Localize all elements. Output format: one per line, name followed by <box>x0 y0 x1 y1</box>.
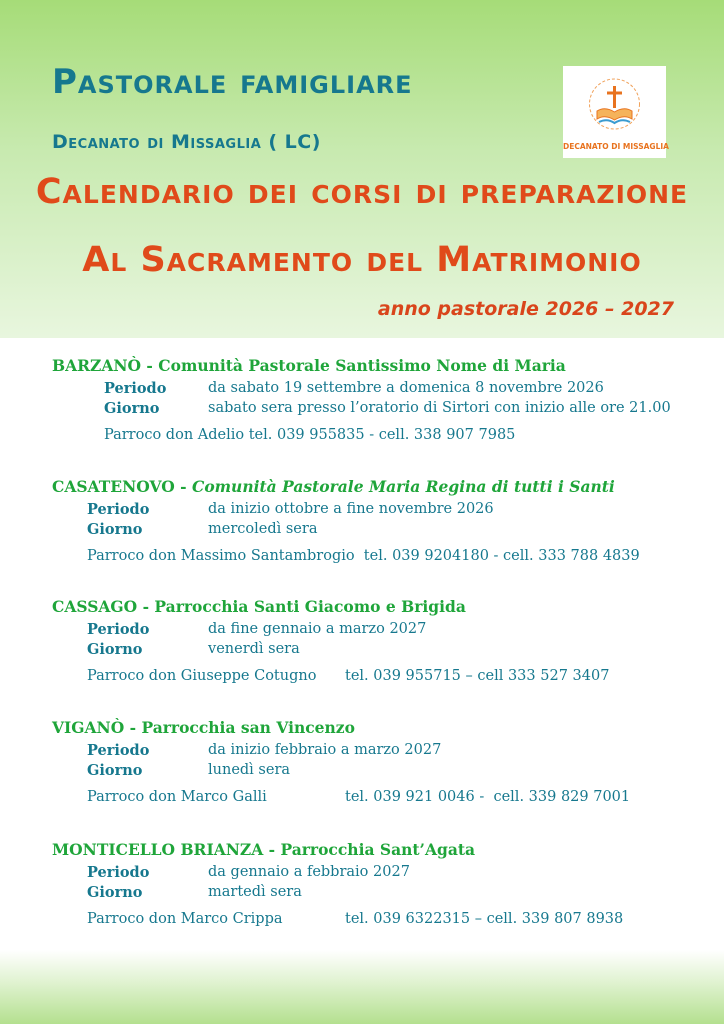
priest-contact: Parroco don Massimo Santambrogio tel. 039 9204180 - cell. 333 788 4839 <box>87 548 640 564</box>
course-title <box>52 597 466 616</box>
decanato-logo <box>563 66 669 158</box>
course-town: BARZANÒ <box>52 356 142 375</box>
course-title <box>52 356 566 375</box>
day-value: venerdì sera <box>208 641 300 657</box>
period-value: da inizio ottobre a fine novembre 2026 <box>208 501 494 517</box>
course-parish: Comunità Pastorale Santissimo Nome di Maria <box>158 356 566 375</box>
course-town: VIGANÒ <box>52 718 125 737</box>
day-label: Giorno <box>104 400 160 417</box>
footer-background <box>0 950 724 1024</box>
title-separator: - <box>263 840 281 859</box>
course-title <box>52 718 355 737</box>
day-label: Giorno <box>87 762 143 779</box>
period-label: Periodo <box>87 864 150 881</box>
priest-contact: Parroco don Giuseppe Cotugno <box>87 668 317 684</box>
period-label: Periodo <box>87 501 150 518</box>
heading-line-1: Calendario dei corsi di preparazione <box>35 172 689 212</box>
priest-phones: tel. 039 921 0046 - cell. 339 829 7001 <box>345 789 631 805</box>
day-value: lunedì sera <box>208 762 291 778</box>
period-value: da inizio febbraio a marzo 2027 <box>208 742 442 758</box>
logo-label: DECANATO DI MISSAGLIA <box>563 142 669 151</box>
course-parish: Comunità Pastorale Maria Regina di tutti i Santi <box>191 477 615 496</box>
pastoral-year: anno pastorale 2026 – 2027 <box>377 298 674 320</box>
cross-book-icon <box>563 66 666 142</box>
heading-line-2: Al Sacramento del Matrimonio <box>82 240 642 280</box>
title-separator: - <box>174 477 192 496</box>
period-label: Periodo <box>104 380 167 397</box>
day-value: mercoledì sera <box>208 521 318 537</box>
priest-contact: Parroco don Marco Galli <box>87 789 267 805</box>
course-title <box>52 477 615 496</box>
header-background <box>0 0 724 338</box>
priest-phones: tel. 039 6322315 – cell. 339 807 8938 <box>345 911 624 927</box>
day-value: sabato sera presso l’oratorio di Sirtori con inizio alle ore 21.00 <box>208 400 671 416</box>
course-town: MONTICELLO BRIANZA <box>52 840 264 859</box>
title-separator: - <box>141 356 159 375</box>
course-parish: Parrocchia Sant’Agata <box>280 840 476 859</box>
period-value: da gennaio a febbraio 2027 <box>208 864 410 880</box>
course-title <box>52 840 475 859</box>
priest-phones: tel. 039 955715 – cell 333 527 3407 <box>345 668 610 684</box>
period-value: da sabato 19 settembre a domenica 8 novembre 2026 <box>208 380 604 396</box>
day-label: Giorno <box>87 641 143 658</box>
title-separator: - <box>124 718 142 737</box>
day-value: martedì sera <box>208 884 302 900</box>
course-town: CASSAGO <box>52 597 138 616</box>
period-label: Periodo <box>87 742 150 759</box>
day-label: Giorno <box>87 521 143 538</box>
priest-contact: Parroco don Adelio tel. 039 955835 - cell. 338 907 7985 <box>104 427 516 443</box>
course-town: CASATENOVO <box>52 477 175 496</box>
period-value: da fine gennaio a marzo 2027 <box>208 621 427 637</box>
course-parish: Parrocchia san Vincenzo <box>141 718 355 737</box>
title-separator: - <box>137 597 155 616</box>
day-label: Giorno <box>87 884 143 901</box>
page-subtitle: Decanato di Missaglia ( LC) <box>52 131 321 153</box>
course-parish: Parrocchia Santi Giacomo e Brigida <box>154 597 466 616</box>
period-label: Periodo <box>87 621 150 638</box>
priest-contact: Parroco don Marco Crippa <box>87 911 283 927</box>
page-title: Pastorale famigliare <box>52 62 413 102</box>
